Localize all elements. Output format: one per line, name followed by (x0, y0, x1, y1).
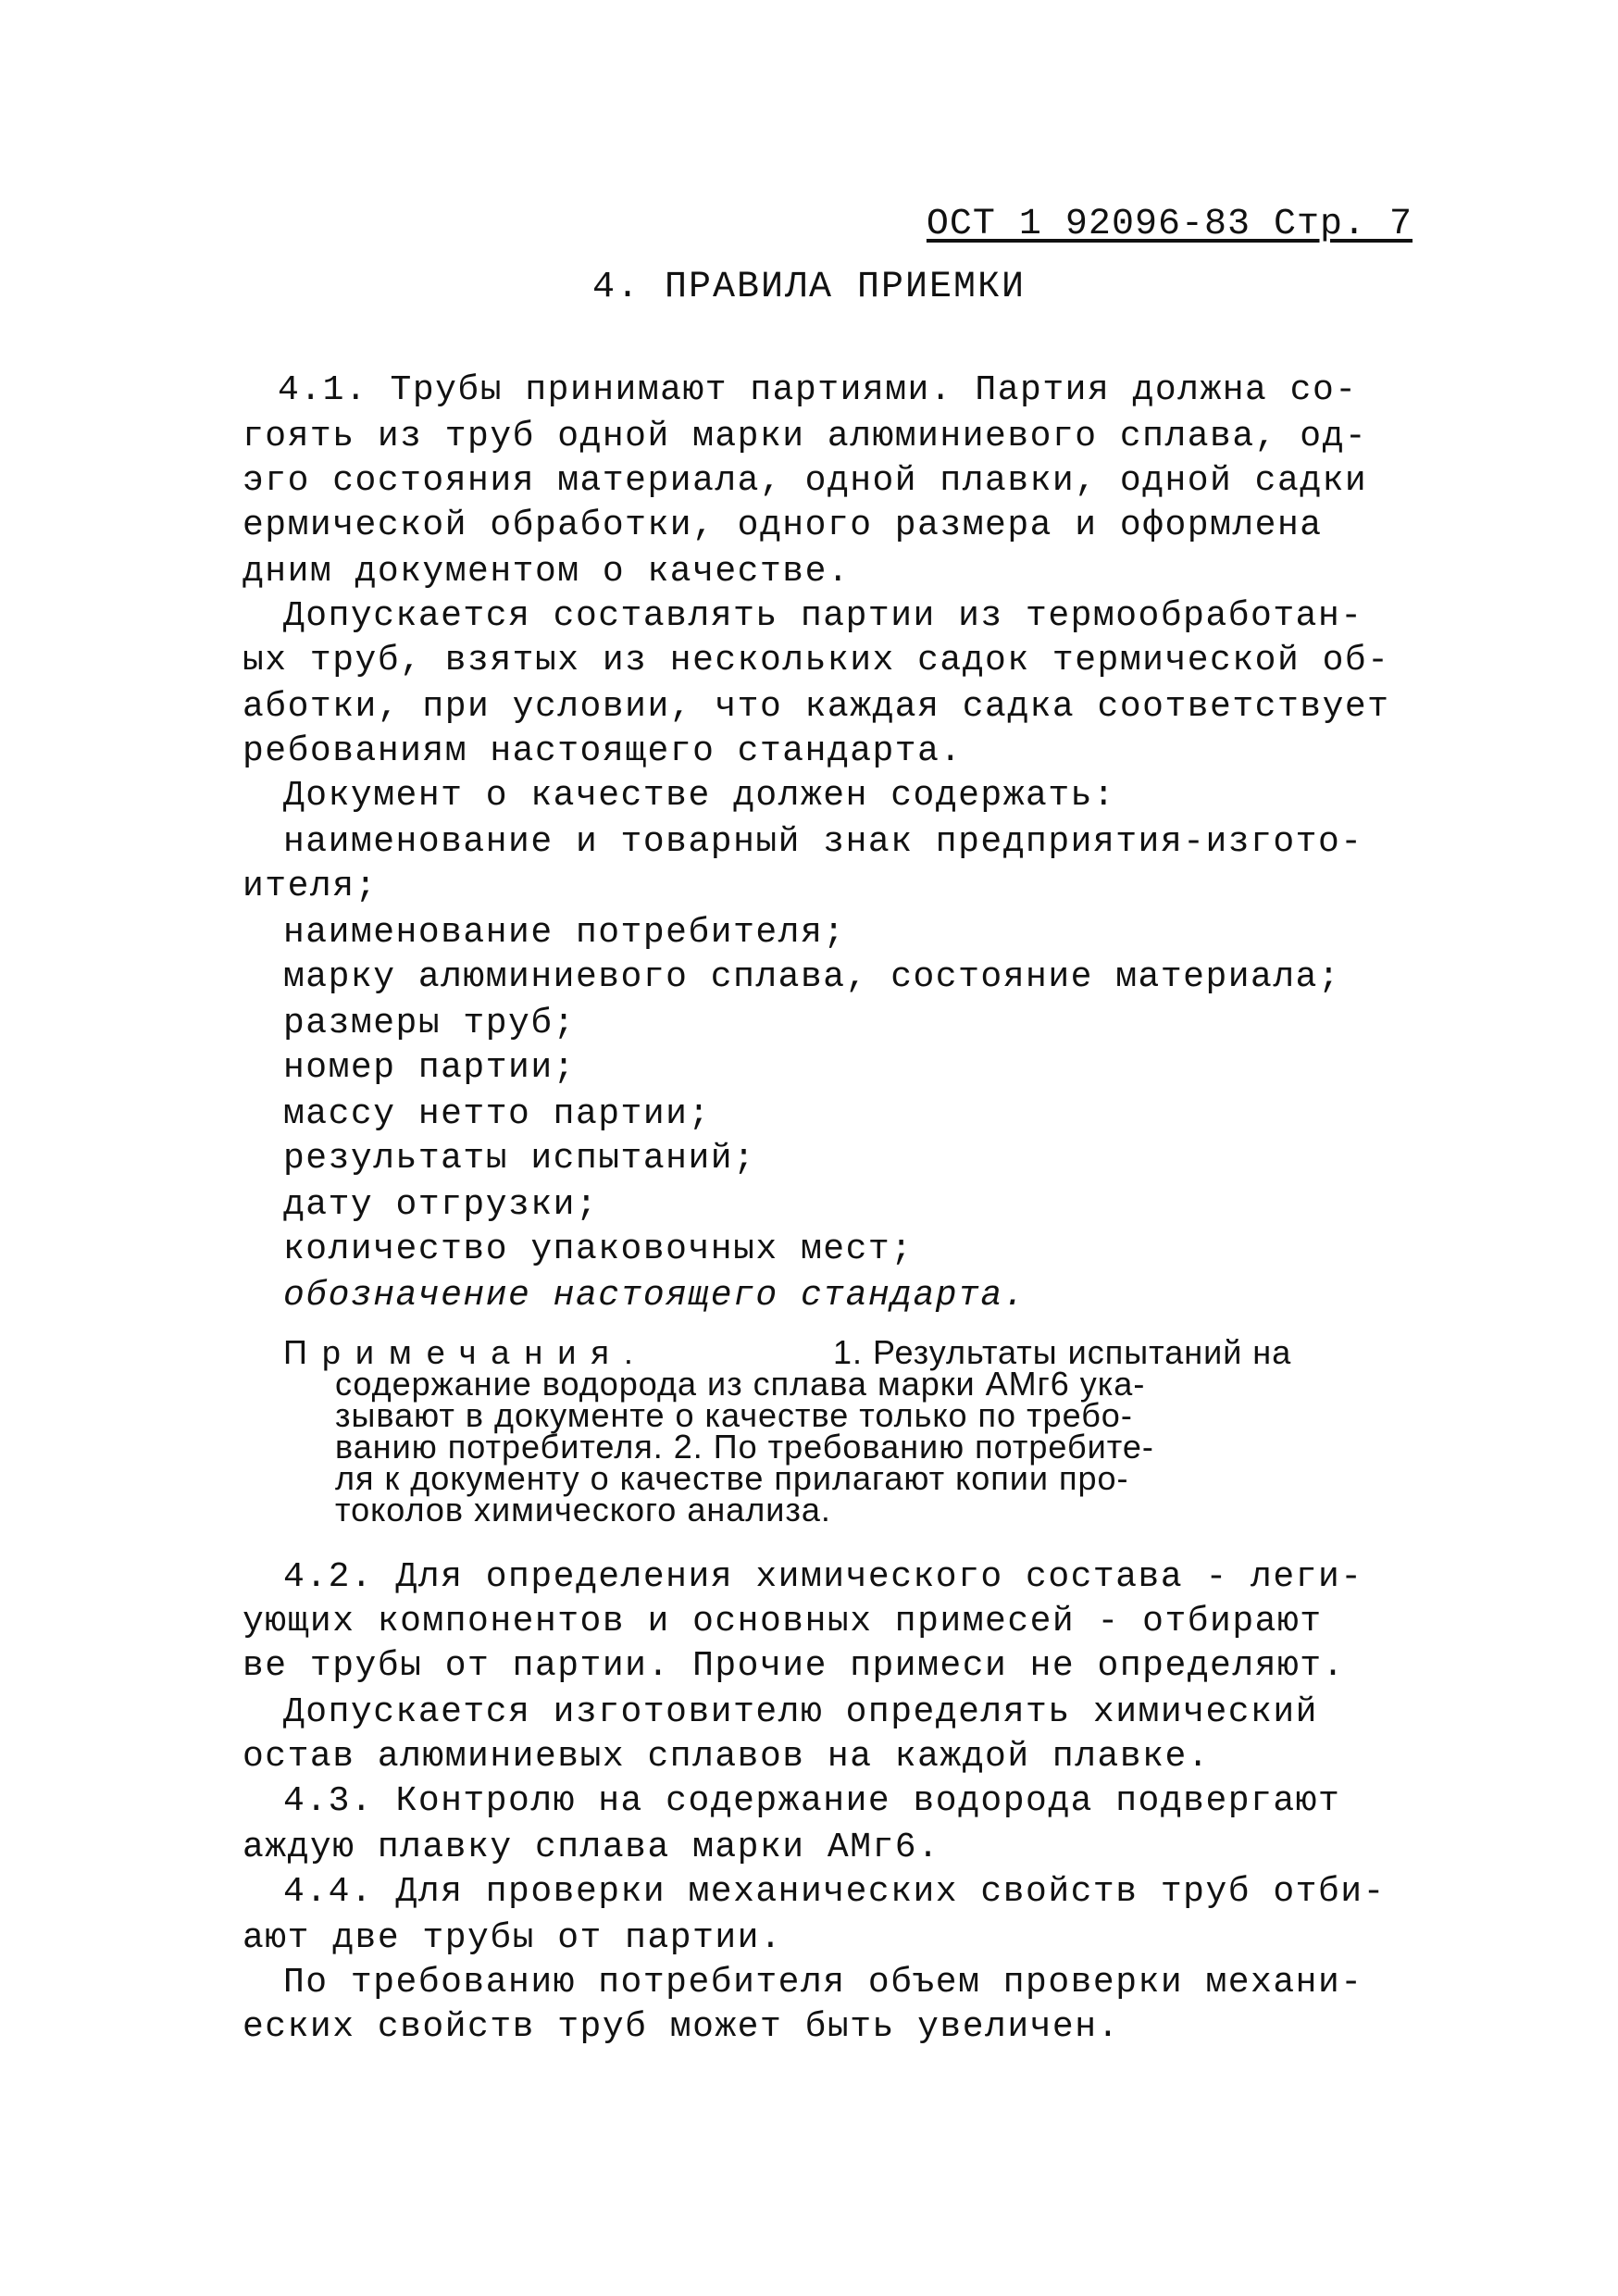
note-line: ванию потребителя. 2. По требованию потребите- (335, 1428, 1154, 1466)
text-line: гоять из труб одной марки алюминиевого сплава, од- (243, 417, 1368, 456)
text-line: Допускается составлять партии из термообработан- (283, 596, 1363, 636)
text-line: аждую плавку сплава марки АМг6. (243, 1828, 940, 1867)
text-line: По требованию потребителя объем проверки механи- (283, 1963, 1363, 2003)
text-line: ают две трубы от партии. (243, 1918, 783, 1958)
text-line: ермической обработки, одного размера и оформлена (243, 505, 1323, 545)
note-line: токолов химического анализа. (335, 1491, 831, 1529)
list-item: дату отгрузки; (283, 1185, 599, 1225)
text-line: 4.4. Для проверки механических свойств труб отби- (283, 1872, 1386, 1912)
text-line: Документ о качестве должен содержать: (283, 776, 1116, 816)
text-line: Допускается изготовителю определять химический (283, 1692, 1318, 1732)
list-item: ителя; (243, 867, 378, 906)
document-reference-header: ОСТ 1 92096-83 Стр. 7 (926, 204, 1413, 245)
list-item: массу нетто партии; (283, 1094, 711, 1134)
text-line: 4.3. Контролю на содержание водорода подвергают (283, 1781, 1341, 1821)
note-line: содержание водорода из сплава марки АМг6 ука- (335, 1365, 1146, 1403)
text-line: эго состояния материала, одной плавки, одной садки (243, 461, 1368, 501)
list-item: наименование потребителя; (283, 913, 846, 953)
text-line: 4.1. Трубы принимают партиями. Партия должна со- (278, 370, 1358, 410)
text-line: ребованиям настоящего стандарта. (243, 731, 963, 771)
list-item: результаты испытаний; (283, 1139, 756, 1179)
text-line: ующих компонентов и основных примесей - отбирают (243, 1602, 1323, 1641)
text-line: 4.2. Для определения химического состава - леги- (283, 1557, 1363, 1597)
list-item: количество упаковочных мест; (283, 1229, 914, 1269)
text-line: дним документом о качестве. (243, 552, 851, 592)
note-label: Примечания. (283, 1333, 648, 1371)
text-line: аботки, при условии, что каждая садка соответствует (243, 687, 1390, 727)
text-line: еских свойств труб может быть увеличен. (243, 2007, 1120, 2047)
section-title: 4. ПРАВИЛА ПРИЕМКИ (591, 267, 1027, 308)
list-item: обозначение настоящего стандарта. (283, 1276, 1027, 1316)
text-line: ве трубы от партии. Прочие примеси не определяют. (243, 1646, 1345, 1686)
note-line: зывают в документе о качестве только по требо- (335, 1396, 1133, 1434)
list-item: номер партии; (283, 1048, 576, 1088)
note-line: ля к документу о качестве прилагают копии про- (335, 1459, 1129, 1497)
list-item: размеры труб; (283, 1004, 576, 1043)
list-item: марку алюминиевого сплава, состояние материала; (283, 957, 1341, 997)
note-line: 1. Результаты испытаний на (833, 1333, 1292, 1371)
list-item: наименование и товарный знак предприятия-изгото- (283, 822, 1363, 862)
text-line: остав алюминиевых сплавов на каждой плавке. (243, 1737, 1211, 1777)
text-line: ых труб, взятых из нескольких садок термической об- (243, 641, 1390, 680)
